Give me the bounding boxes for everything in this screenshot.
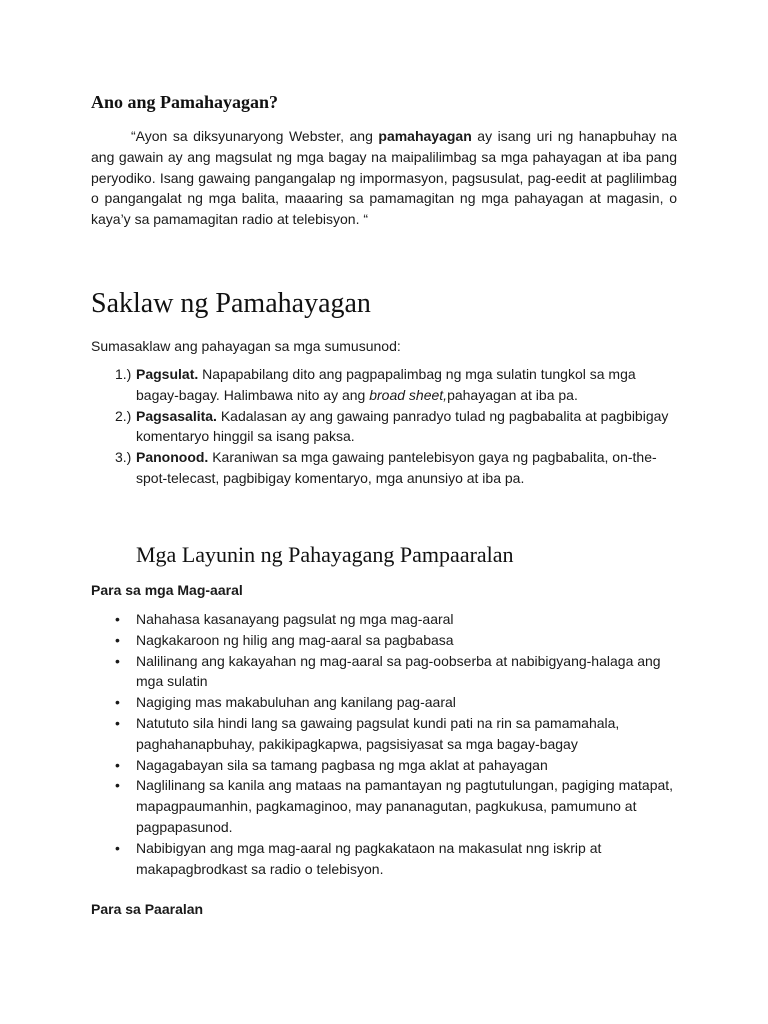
saklaw-intro: Sumasaklaw ang pahayagan sa mga sumusunod: bbox=[91, 338, 401, 354]
definition-text-start: “Ayon sa diksyunaryong Webster, ang bbox=[131, 128, 379, 144]
scope-item-text: Kadalasan ay ang gawaing panradyo tulad ng pagbabalita at pagbibigay komentaryo hinggil sa isang paksa. bbox=[136, 407, 669, 445]
goal-item: • Natututo sila hindi lang sa gawaing pagsulat kundi pati na rin sa pamamahala, paghahanapbuhay, pakikipagkapwa, pagsisiyasat sa mga bagay-bagay bbox=[91, 713, 681, 755]
goal-item: • Nagagabayan sila sa tamang pagbasa ng mga aklat at pahayagan bbox=[91, 755, 681, 776]
section-title-mga-layunin: Mga Layunin ng Pahayagang Pampaaralan bbox=[136, 542, 514, 567]
scope-item-term: Panonood. bbox=[136, 449, 209, 466]
scope-list bbox=[91, 364, 681, 489]
definition-text-end: ay isang uri ng hanapbuhay na ang gawain ay ang magsulat ng mga bagay na maipalilimbag sa mga pahayagan at iba pang peryodiko. Isang gawaing pangangalap ng impormasyon, pagsusulat, pag-eedit at paglilimbag o pangangalat ng mga balita, maaaring sa pamamagitan ng mga pahayagan at magasin, o kaya’y sa pamamagitan radio at telebisyon. “ bbox=[91, 128, 677, 228]
definition-term: pamahayagan bbox=[378, 128, 472, 144]
goals-list bbox=[91, 609, 681, 879]
goal-item: • Nabibigyan ang mga mag-aaral ng pagkakataon na makasulat nng iskrip at makapagbrodkast sa radio o telebisyon. bbox=[91, 838, 681, 880]
definition-paragraph bbox=[91, 126, 677, 230]
goal-item: • Nagiging mas makabuluhan ang kanilang pag-aaral bbox=[91, 692, 681, 713]
subheading-para-sa-paaralan: Para sa Paaralan bbox=[91, 901, 204, 917]
scope-item-number: 2.) bbox=[115, 407, 132, 424]
scope-item-number: 3.) bbox=[115, 449, 132, 466]
scope-item bbox=[91, 447, 681, 489]
goal-item: • Nahahasa kasanayang pagsulat ng mga mag-aaral bbox=[91, 609, 681, 630]
goal-item: • Nagkakaroon ng hilig ang mag-aaral sa pagbabasa bbox=[91, 630, 681, 651]
scope-item-italic: broad sheet, bbox=[369, 386, 448, 403]
goal-item: • Naglilinang sa kanila ang mataas na pamantayan ng pagtutulungan, pagiging matapat, mapagpaumanhin, pagkamaginoo, may pananagutan, pagkukusa, pamumuno at pagpapasunod. bbox=[91, 775, 681, 837]
scope-item-number: 1.) bbox=[115, 366, 132, 382]
subheading-para-sa-mag-aaral: Para sa mga Mag-aaral bbox=[91, 582, 243, 598]
scope-item-term: Pagsasalita. bbox=[136, 407, 217, 424]
scope-item-text-after: pahayagan at iba pa. bbox=[447, 386, 578, 403]
scope-item bbox=[91, 364, 681, 406]
scope-item-text: Napapabilang dito ang pagpapalimbag ng mga sulatin tungkol sa mga bagay-bagay. Halimbawa nito ay ang bbox=[136, 366, 636, 403]
section-title-ano-ang-pamahayagan: Ano ang Pamahayagan? bbox=[91, 92, 279, 112]
section-title-saklaw: Saklaw ng Pamahayagan bbox=[91, 288, 371, 319]
scope-item-text: Karaniwan sa mga gawaing pantelebisyon gaya ng pagbabalita, on-the-spot-telecast, pagbibigay komentaryo, mga anunsiyo at iba pa. bbox=[136, 449, 657, 486]
scope-item-term: Pagsulat. bbox=[136, 366, 199, 382]
goal-item: • Nalilinang ang kakayahan ng mag-aaral sa pag-oobserba at nabibigyang-halaga ang mga sulatin bbox=[91, 651, 681, 693]
scope-item bbox=[91, 406, 681, 448]
